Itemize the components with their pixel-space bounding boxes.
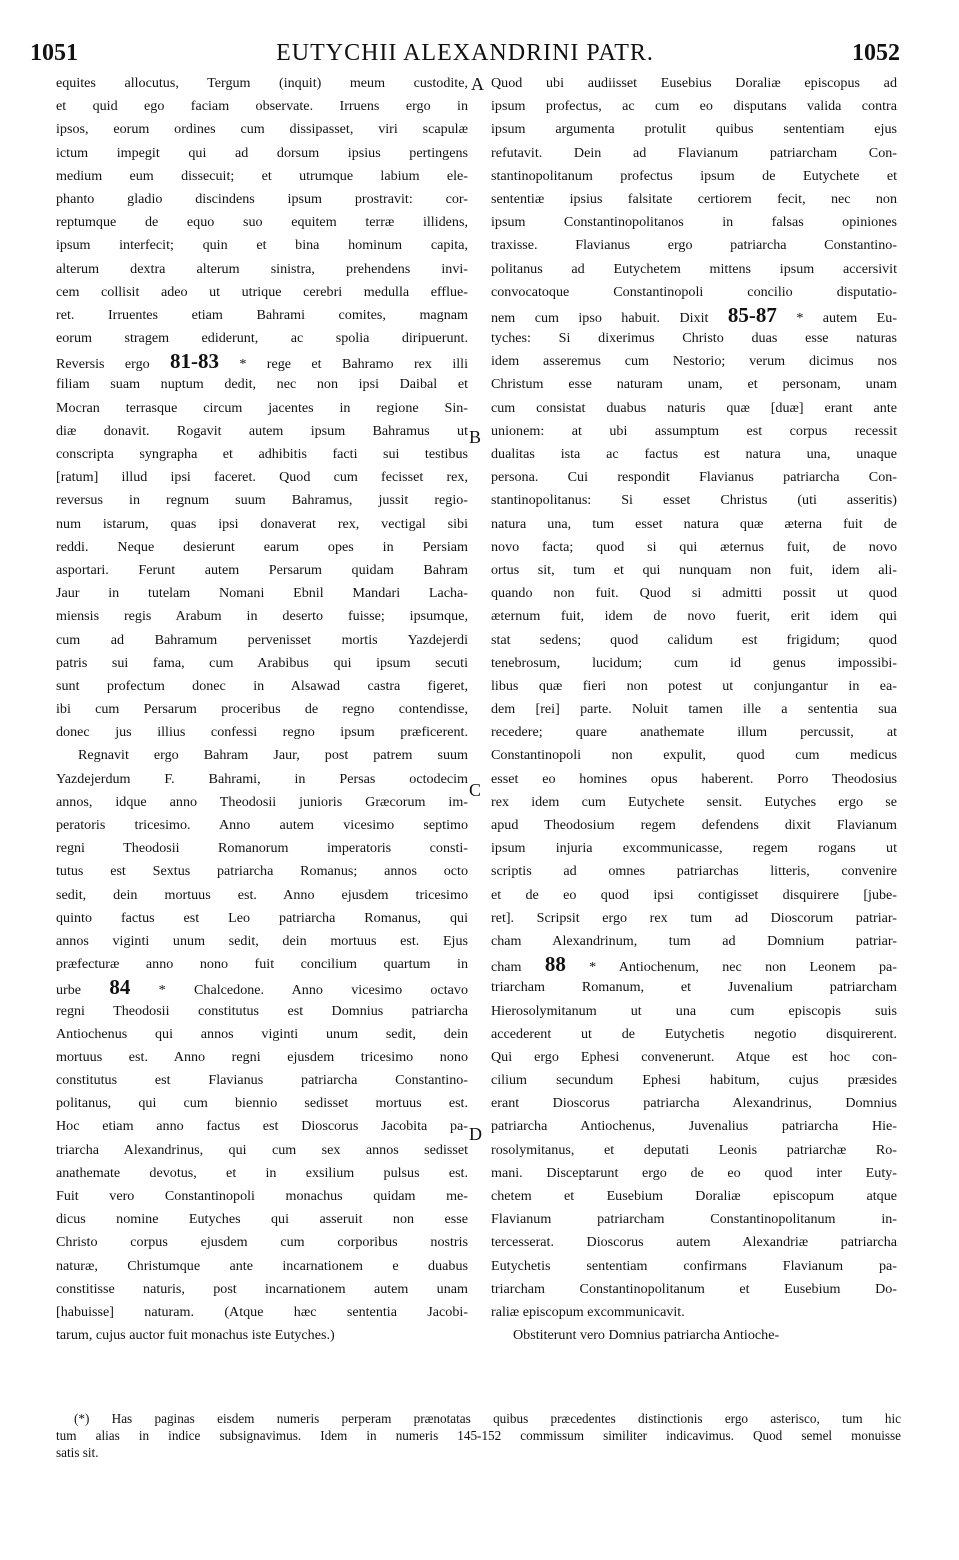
- line-text: cham: [491, 959, 522, 976]
- text-line: [56, 1069, 468, 1092]
- text-line: [56, 118, 468, 141]
- text-line: [56, 281, 468, 304]
- line-text: urbe: [56, 982, 82, 999]
- text-line: [491, 1115, 897, 1138]
- text-line: [56, 1092, 468, 1115]
- text-line: [56, 397, 468, 420]
- text-line: [56, 884, 468, 907]
- text-line: [491, 814, 897, 837]
- line-text: Jaur in tutelam Nomani Ebnil Mandari Lacha-: [56, 585, 468, 602]
- text-line: [56, 211, 468, 234]
- line-text: scriptis ad omnes patriarchas litteris, convenire: [491, 863, 897, 880]
- text-line: [491, 1185, 897, 1208]
- margin-letter-c: C: [469, 780, 482, 800]
- text-line: [491, 860, 897, 883]
- text-line: [56, 1115, 468, 1138]
- text-line: [56, 1278, 468, 1301]
- line-text: dualitas ista ac factus est natura una, unaque: [491, 446, 897, 462]
- text-line: [491, 884, 897, 907]
- text-line: [491, 513, 897, 536]
- line-text: cham Alexandrinum, tum ad Domnium patriar-: [491, 932, 897, 949]
- text-line: [491, 327, 897, 350]
- text-line: [491, 234, 897, 257]
- line-text: triarcham Romanum, et Juvenalium patriarcham: [491, 979, 897, 996]
- line-text: ibi cum Persarum proceribus de regno contendisse,: [56, 701, 468, 718]
- text-line: [56, 675, 468, 698]
- text-line: [491, 768, 897, 791]
- footnote-line: (*) Has paginas eisdem numeris perperam prænotatas quibus præcedentes distinctionis ergo asterisco, tum hic: [74, 1411, 901, 1426]
- line-text: regni Theodosii Romanorum imperatoris consti-: [56, 840, 468, 857]
- line-text: natura una, tum esset natura quæ æterna fuit de: [491, 515, 897, 532]
- footnote-line: satis sit.: [56, 1445, 99, 1460]
- line-text: miensis regis Arabum in deserto fuisse; ipsumque,: [56, 608, 468, 625]
- line-text: annos, idque anno Theodosii junioris Græcorum im-: [56, 793, 468, 810]
- line-text: raliæ episcopum excommunicavit.: [491, 1303, 685, 1320]
- text-line: [56, 536, 468, 559]
- text-line: [56, 791, 468, 814]
- text-line: [491, 142, 897, 165]
- line-text: præfecturæ anno nono fuit concilium quartum in: [56, 956, 468, 973]
- text-line: [56, 142, 468, 165]
- text-line: [56, 1208, 468, 1231]
- text-line: [56, 234, 468, 257]
- line-text: recedere; quare anathemate illum percussit, at: [491, 724, 897, 741]
- line-text: ictum impegit qui ad dorsum ipsius pertingens: [56, 144, 468, 161]
- line-text: equites allocutus, Tergum (inquit) meum custodite,: [56, 75, 468, 91]
- line-text: Reversis ergo: [56, 356, 150, 373]
- text-line: [56, 1139, 468, 1162]
- line-text: medium eum dissecuit; et utrumque labium ele-: [56, 167, 468, 184]
- text-line: [491, 443, 897, 466]
- text-line: [491, 466, 897, 489]
- text-line: [56, 304, 468, 327]
- text-line: [491, 536, 897, 559]
- line-text: dicus nomine Eutyches qui asseruit non esse: [56, 1211, 468, 1228]
- text-line: [56, 373, 468, 396]
- line-text: ret. Irruentes etiam Bahrami comites, magnam: [56, 306, 468, 323]
- margin-letter-b: B: [469, 427, 482, 447]
- margin-page-marker: 85-87: [727, 302, 777, 327]
- text-line: [491, 118, 897, 141]
- text-line: [56, 513, 468, 536]
- text-line: [56, 489, 468, 512]
- line-text: triarcham Constantinopolitanum et Eusebium Do-: [491, 1280, 897, 1297]
- line-text: accederent ut de Eutychetis negotio disquirerent.: [491, 1025, 897, 1042]
- line-text: Antiochenus qui annos viginti unum sedit, dein: [56, 1025, 468, 1042]
- line-text: cum ad Bahramum pervenisset mortis Yazdejerdi: [56, 631, 468, 648]
- text-line: [491, 582, 897, 605]
- line-text: sedit, dein mortuus est. Anno ejusdem tricesimo: [56, 886, 468, 903]
- text-line: [56, 1185, 468, 1208]
- text-line: [491, 837, 897, 860]
- line-text: Quod ubi audiisset Eusebius Doraliæ episcopus ad: [491, 75, 897, 91]
- text-line: [491, 652, 897, 675]
- text-line: [491, 930, 897, 953]
- line-text: idem asseremus cum Nestorio; verum dicimus nos: [491, 353, 897, 370]
- text-line: [491, 629, 897, 652]
- text-line: [491, 1324, 897, 1347]
- line-text: Christo corpus ejusdem cum corporibus nostris: [56, 1234, 468, 1251]
- line-text-continued: * Chalcedone. Anno vicesimo octavo: [158, 982, 468, 999]
- text-line: [56, 744, 468, 767]
- line-text: ipsos, eorum ordines cum dissipasset, viri scapulæ: [56, 121, 468, 138]
- text-line: [491, 72, 897, 95]
- text-line: [56, 768, 468, 791]
- text-line: [491, 1301, 897, 1324]
- line-text: et de eo quod ipsi contigisset disquirere [jube-: [491, 886, 897, 903]
- text-line: [491, 559, 897, 582]
- text-line: [491, 698, 897, 721]
- text-line: [491, 211, 897, 234]
- line-text: conscripta syngrapha et adhibitis facti sui testibus: [56, 446, 468, 462]
- text-line: [56, 698, 468, 721]
- line-text: Flavianum patriarcham Constantinopolitanum in-: [491, 1211, 897, 1228]
- text-line: [491, 489, 897, 512]
- text-line: [56, 976, 468, 999]
- left-column: [56, 72, 468, 1347]
- line-text: Mocran terrasque circum jacentes in regione Sin-: [56, 399, 468, 416]
- line-text: Regnavit ergo Bahram Jaur, post patrem suum: [78, 747, 468, 764]
- line-text: erant Dioscorus patriarcha Alexandrinus, Domnius: [491, 1095, 897, 1112]
- line-text: convocatoque Constantinopoli concilio disputatio-: [491, 283, 897, 300]
- line-text: rosolymitanus, et deputati Leonis patriarchæ Ro-: [491, 1141, 897, 1158]
- line-text: asportari. Ferunt autem Persarum quidam Bahram: [56, 561, 468, 578]
- line-text: rex idem cum Eutychete sensit. Eutyches ergo se: [491, 793, 897, 810]
- text-line: [491, 1162, 897, 1185]
- line-text: nem cum ipso habuit. Dixit: [491, 309, 709, 326]
- text-line: [56, 72, 468, 95]
- line-text: peratoris tricesimo. Anno autem vicesimo septimo: [56, 817, 468, 833]
- line-text: dem [rei] parte. Noluit tamen ille a sententia sua: [491, 701, 897, 718]
- text-line: [491, 1000, 897, 1023]
- line-text-continued: * Antiochenum, nec non Leonem pa-: [589, 959, 897, 976]
- line-text: æternum fuit, idem de novo fuerit, erit idem qui: [491, 608, 897, 625]
- text-line: [56, 721, 468, 744]
- text-line: [56, 1000, 468, 1023]
- text-line: [56, 1324, 468, 1347]
- line-text: tyches: Si dixerimus Christo duas esse naturas: [491, 330, 897, 347]
- line-text-continued: * rege et Bahramo rex illi: [239, 356, 468, 373]
- text-line: [56, 582, 468, 605]
- text-line: [491, 1092, 897, 1115]
- line-text: reptumque de equo suo equitem terræ illidens,: [56, 214, 468, 231]
- text-line: [491, 744, 897, 767]
- line-text: diæ donavit. Rogavit autem ipsum Bahramus ut: [56, 422, 468, 439]
- line-text: phanto gladio discindens ipsum prostravit: cor-: [56, 190, 468, 207]
- line-text: mani. Disceptarunt ergo de eo quod inter Euty-: [491, 1164, 897, 1181]
- text-line: [56, 1255, 468, 1278]
- text-line: [56, 1301, 468, 1324]
- line-text: patris sui fama, cum Arabibus qui ipsum secuti: [56, 654, 468, 671]
- text-line: [491, 188, 897, 211]
- line-text: alterum dextra alterum sinistra, prehendens invi-: [56, 260, 468, 277]
- text-line: [491, 1023, 897, 1046]
- line-text: patriarcha Antiochenus, Juvenalius patriarcha Hie-: [491, 1118, 897, 1135]
- line-text: donec jus illius confessi regno ipsum præficerent.: [56, 724, 468, 741]
- line-text: cum consistat duabus naturis quæ [duæ] erant ante: [491, 399, 897, 416]
- text-line: [491, 1278, 897, 1301]
- text-line: [56, 1046, 468, 1069]
- line-text: num istarum, quas ipsi donaverat rex, vectigal sibi: [56, 515, 468, 532]
- text-line: [56, 258, 468, 281]
- line-text: annos viginti unum sedit, dein mortuus est. Ejus: [56, 932, 468, 949]
- page-number-right: 1052: [852, 40, 900, 66]
- text-line: [491, 675, 897, 698]
- line-text: reversus in regnum suum Bahramus, jussit regio-: [56, 492, 468, 509]
- text-line: [491, 281, 897, 304]
- line-text-continued: * autem Eu-: [796, 309, 898, 326]
- text-line: [56, 837, 468, 860]
- text-line: [491, 1255, 897, 1278]
- text-line: [491, 907, 897, 930]
- line-text: ipsum Constantinopolitanos in falsas opiniones: [491, 214, 897, 231]
- line-text: sunt profectum donec in Alsawad castra figeret,: [56, 677, 468, 694]
- footnote-line: tum alias in indice subsignavimus. Idem in numeris 145-152 commissum similiter indicavimus. Quod semel monuisse: [56, 1428, 901, 1443]
- line-text: Christum esse naturam unam, et personam, unam: [491, 376, 897, 393]
- line-text: anathemate devotus, et in exsilium pulsus est.: [56, 1164, 468, 1181]
- text-line: [491, 1208, 897, 1231]
- line-text: constitutus est Flavianus patriarcha Constantino-: [56, 1072, 468, 1089]
- text-line: [56, 605, 468, 628]
- page-number-left: 1051: [30, 40, 78, 66]
- line-text: triarcha Alexandrinus, qui cum sex annos sedisset: [56, 1141, 468, 1158]
- margin-page-marker: 81-83: [170, 349, 220, 374]
- text-line: [56, 860, 468, 883]
- line-text: chetem et Eusebium Doraliæ episcopum atque: [491, 1188, 897, 1204]
- line-text: stantinopolitanus: Si esset Christus (uti asseritis): [491, 492, 897, 509]
- text-line: [56, 953, 468, 976]
- line-text: tarum, cujus auctor fuit monachus iste Eutyches.): [56, 1327, 335, 1344]
- text-line: [56, 420, 468, 443]
- page-header: [30, 40, 900, 70]
- text-line: [56, 907, 468, 930]
- text-line: [56, 1231, 468, 1254]
- text-line: [491, 976, 897, 999]
- text-line: [491, 373, 897, 396]
- text-line: [56, 559, 468, 582]
- margin-page-marker: 88: [544, 952, 566, 977]
- text-line: [56, 466, 468, 489]
- text-line: [56, 327, 468, 350]
- line-text: cilium secundum Ephesi habitum, cujus præsides: [491, 1072, 897, 1089]
- line-text: politanus, qui cum biennio sedisset mortuus est.: [56, 1095, 468, 1112]
- margin-letter-a: A: [471, 74, 484, 94]
- line-text: naturæ, Christumque ante incarnationem e duabus: [56, 1257, 468, 1274]
- text-line: [56, 629, 468, 652]
- line-text: [habuisse] naturam. (Atque hæc sententia Jacobi-: [56, 1303, 468, 1320]
- text-line: [491, 1069, 897, 1092]
- line-text: filiam suam nuptum dedit, nec non ipsi Daibal et: [56, 376, 468, 393]
- text-line: [56, 165, 468, 188]
- text-line: [491, 165, 897, 188]
- line-text: refutavit. Dein ad Flavianum patriarcham Con-: [491, 144, 897, 161]
- text-line: [56, 350, 468, 373]
- line-text: apud Theodosium regem defendens dixit Flavianum: [491, 817, 897, 833]
- text-line: [491, 1139, 897, 1162]
- text-line: [491, 304, 897, 327]
- text-line: [491, 258, 897, 281]
- text-line: [56, 1023, 468, 1046]
- text-line: [491, 1046, 897, 1069]
- text-line: [56, 188, 468, 211]
- line-text: Hoc etiam anno factus est Dioscorus Jacobita pa-: [56, 1118, 468, 1135]
- text-line: [56, 814, 468, 837]
- line-text: cem collisit adeo ut utrique cerebri medulla efflue-: [56, 283, 468, 300]
- line-text: tenebrosum, lucidum; cum id genus impossibi-: [491, 654, 897, 671]
- line-text: esset eo homines opus haberent. Porro Theodosius: [491, 770, 897, 787]
- line-text: et quid ego faciam observate. Irruens ergo in: [56, 98, 468, 115]
- line-text: ipsum interfecit; quin et bina hominum capita,: [56, 237, 468, 254]
- text-line: [491, 95, 897, 118]
- line-text: Eutychetis sententiam confirmans Flavianum pa-: [491, 1257, 897, 1274]
- text-line: [491, 953, 897, 976]
- margin-page-marker: 84: [109, 975, 131, 1000]
- line-text: quinto factus est Leo patriarcha Romanus, qui: [56, 909, 468, 926]
- line-text: ipsum profectus, ac cum eo disputans valida contra: [491, 98, 897, 115]
- line-text: reddi. Neque desierunt earum opes in Persiam: [56, 538, 468, 555]
- line-text: libus quæ fieri non potest ut conjungantur in ea-: [491, 677, 897, 694]
- line-text: Obstiterunt vero Domnius patriarcha Antioche-: [513, 1327, 780, 1344]
- line-text: Yazdejerdum F. Bahrami, in Persas octodecim: [56, 770, 468, 787]
- line-text: novo facta; quod si qui æternus fuit, de novo: [491, 538, 897, 555]
- line-text: tercesserat. Dioscorus autem Alexandriæ patriarcha: [491, 1234, 897, 1251]
- text-line: [56, 1162, 468, 1185]
- line-text: sententiæ ipsius falsitate certiorem fecit, nec non: [491, 190, 897, 207]
- line-text: Fuit vero Constantinopoli monachus quidam me-: [56, 1188, 468, 1204]
- line-text: ortus sit, tum et qui nunquam non fuit, idem ali-: [491, 561, 897, 578]
- line-text: traxisse. Flavianus ergo patriarcha Constantino-: [491, 237, 897, 254]
- line-text: Constantinopoli non expulit, quod cum medicus: [491, 747, 897, 764]
- line-text: Qui ergo Ephesi convenerunt. Atque est hoc con-: [491, 1048, 897, 1065]
- line-text: stantinopolitanum profectus ipsum de Eutychete et: [491, 167, 897, 184]
- line-text: politanus ad Eutychetem mittens ipsum accersivit: [491, 260, 897, 277]
- text-line: [56, 652, 468, 675]
- line-text: ret]. Scripsit ergo rex tum ad Dioscorum patriar-: [491, 909, 897, 926]
- line-text: unionem: at ubi assumptum est corpus recessit: [491, 422, 897, 439]
- margin-letter-d: D: [469, 1124, 482, 1144]
- line-text: mortuus est. Anno regni ejusdem tricesimo nono: [56, 1048, 468, 1065]
- right-column: [491, 72, 897, 1347]
- text-line: [491, 605, 897, 628]
- text-line: [491, 420, 897, 443]
- line-text: tutus est Sextus patriarcha Romanus; annos octo: [56, 863, 468, 880]
- line-text: [ratum] illud ipsi faceret. Quod cum fecisset rex,: [56, 469, 468, 486]
- text-line: [491, 350, 897, 373]
- text-line: [491, 1231, 897, 1254]
- text-line: [491, 397, 897, 420]
- line-text: ipsum injuria excommunicasse, regem rogans ut: [491, 840, 897, 857]
- footnote: [56, 1410, 901, 1461]
- line-text: ipsum argumenta protulit quibus sententiam ejus: [491, 121, 897, 138]
- line-text: regni Theodosii constitutus est Domnius patriarcha: [56, 1002, 468, 1019]
- text-line: [56, 95, 468, 118]
- line-text: constitisse naturis, post incarnationem autem unam: [56, 1280, 468, 1297]
- line-text: Hierosolymitanum ut una cum episcopis suis: [491, 1002, 897, 1019]
- line-text: persona. Cui respondit Flavianus patriarcha Con-: [491, 469, 897, 486]
- text-line: [56, 930, 468, 953]
- text-line: [491, 791, 897, 814]
- line-text: stat sedens; quod calidum est frigidum; quod: [491, 631, 897, 648]
- line-text: eorum stragem ediderunt, ac spolia diripuerunt.: [56, 330, 468, 347]
- text-line: [56, 443, 468, 466]
- running-title: EUTYCHII ALEXANDRINI PATR.: [276, 40, 654, 66]
- text-line: [491, 721, 897, 744]
- line-text: quando non fuit. Quod si admitti possit ut quod: [491, 585, 897, 602]
